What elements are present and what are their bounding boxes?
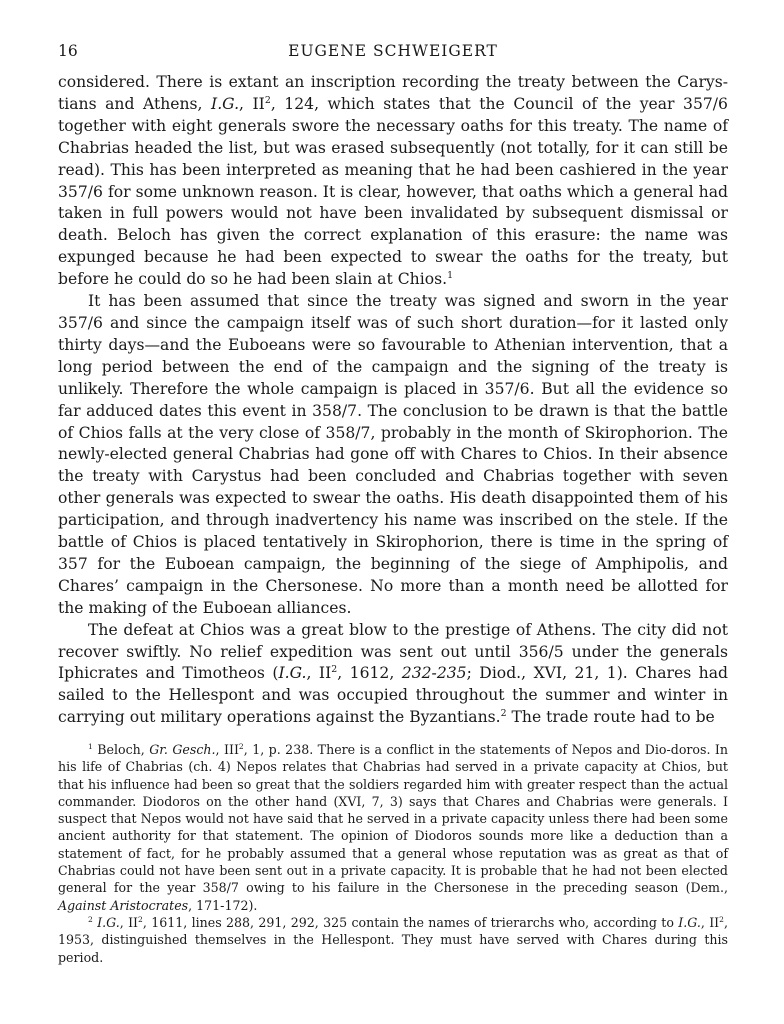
superscript: 2 — [238, 741, 244, 751]
superscript: 2 — [719, 914, 724, 924]
text-run: , II — [700, 914, 720, 930]
text-run: , 1612, — [337, 664, 402, 683]
text-run: , 171-172). — [188, 897, 258, 913]
citation-italic: I.G. — [211, 94, 240, 113]
superscript: 2 — [331, 664, 338, 676]
text-run: , 124, which states that the Council of the year 357/6 together with eight generals swore the necessary oaths for this treaty. The name of Chabrias headed the list, but was erased subsequently (not totally, for it can still be read). This has been interpreted as meaning that he had been cashiered in the year 357/6 for some unknown reason. It is clear, however, that oaths which a general had taken in full powers would not have been invalidated by subsequent dismissal or death. Beloch has given the correct explanation of this erasure: the name was expunged because he had been expected to swear the oaths for the treaty, but before he could do so he had been slain at Chios. — [58, 94, 728, 289]
text-run: The defeat at Chios was a great blow to the prestige of Athens. The city did not recover swiftly. No relief expedition was sent out until 356/5 under the generals Iphicrates and Timotheos ( — [58, 620, 728, 683]
superscript: 2 — [138, 914, 143, 924]
text-run: Beloch, — [92, 742, 150, 757]
page-header — [58, 42, 728, 66]
text-run: , II — [306, 664, 332, 683]
footnote-marker: 2 — [88, 914, 93, 924]
citation-italic: I.G. — [278, 664, 307, 683]
footnote-ref: 2 — [500, 708, 507, 720]
footnote-ref: 1 — [447, 269, 454, 281]
main-text — [58, 72, 728, 729]
citation-italic: I.G. — [97, 914, 120, 930]
footnote-2 — [58, 914, 728, 966]
running-head: EUGENE SCHWEIGERT — [288, 42, 498, 60]
citation-italic: Gr. Gesch. — [149, 742, 216, 757]
page-number: 16 — [58, 42, 78, 60]
text-run: , III — [215, 742, 239, 757]
superscript: 2 — [264, 94, 271, 106]
text-run: , 1611, lines 288, 291, 292, 325 contain the names of trierarchs who, according to — [142, 914, 679, 930]
footnotes — [58, 741, 728, 966]
text-run: , II — [119, 914, 139, 930]
footnote-1 — [58, 741, 728, 914]
text-run: The trade route had to be — [506, 708, 715, 727]
text-run: considered. There is extant an inscription recording the treaty between the Carys-tians and Athens, — [58, 73, 728, 113]
text-run: , 1, p. 238. There is a conflict in the statements of Nepos and Dio-doros. In his life of Chabrias (ch. 4) Nepos relates that Chabrias had served in a private capacity at Chios, but that his influence had been so great that the soldiers regarded him with greater respect than the actual commander. Diodoros on the other hand (XVI, 7, 3) says that Chares and Chabrias were generals. I suspect that Nepos would not have said that he served in a private capacity unless there had been some ancient authority for that statement. The opinion of Diodoros sounds more like a deduction than a statement of fact, for he probably assumed that a general whose reputation was as great as that of Chabrias could not have been sent out in a private capacity. It is probable that he had not been elected general for the year 358/7 owing to his failure in the Chersonese in the preceding season (Dem., — [58, 742, 729, 896]
paragraph-1 — [58, 72, 728, 291]
paragraph-2: It has been assumed that since the treaty was signed and sworn in the year 357/6 and since the campaign itself was of such short duration—for it lasted only thirty days—and the Euboeans were so favourable to Athenian intervention, that a long period between the end of the campaign and the signing of the treaty is unlikely. Therefore the whole campaign is placed in 357/6. But all the evidence so far adduced dates this event in 358/7. The conclusion to be drawn is that the battle of Chios falls at the very close of 358/7, probably in the month of Skirophorion. The newly-elected general Chabrias had gone off with Chares to Chios. In their absence the treaty with Carystus had been concluded and Chabrias together with seven other generals was expected to swear the oaths. His death disappointed them of his participation, and through inadvertency his name was inscribed on the stele. If the battle of Chios is placed tentatively in Skirophorion, there is time in the spring of 357 for the Euboean campaign, the beginning of the siege of Amphipolis, and Chares’ campaign in the Chersonese. No more than a month need be allotted for the making of the Euboean alliances. — [58, 292, 728, 617]
citation-italic: Against Aristocrates — [58, 897, 189, 913]
paragraph-3 — [58, 620, 728, 730]
text-run: , II — [239, 94, 265, 113]
text-run: , 1953, distinguished themselves in the Hellespont. They must have served with Chares during this period. — [58, 914, 728, 965]
text-run: ; Diod., XVI, 21, 1). Chares had sailed to the Hellespont and was occupied throughout the summer and winter in carrying out military operations against the Byzantians. — [58, 664, 729, 727]
footnote-marker: 1 — [88, 741, 93, 751]
citation-italic: 232-235 — [401, 664, 467, 683]
citation-italic: I.G. — [678, 914, 701, 930]
